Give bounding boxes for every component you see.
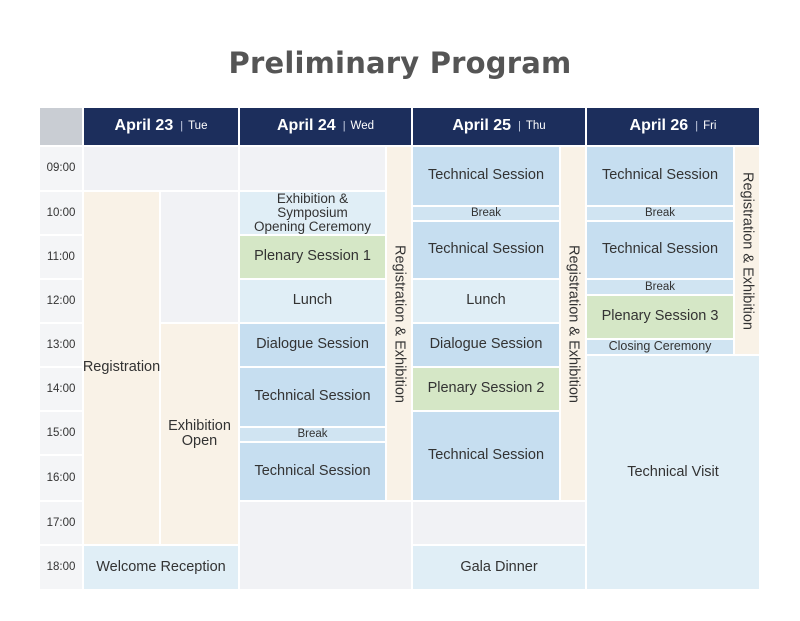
- exhibition-open-block: [161, 324, 238, 544]
- session-label-line: Exhibition & Symposium: [276, 190, 349, 220]
- technical-session-block: Technical Session: [587, 222, 733, 278]
- technical-session-block: Technical Session: [413, 147, 559, 205]
- time-label: 14:00: [40, 368, 82, 410]
- dialogue-session-block: Dialogue Session: [240, 324, 385, 366]
- lunch-block: Lunch: [240, 280, 385, 322]
- plenary-session-block: Plenary Session 3: [587, 296, 733, 338]
- registration-exhibition-block: [735, 147, 759, 354]
- vertical-label: Registration & Exhibition: [739, 171, 756, 330]
- vertical-label: Registration & Exhibition: [391, 244, 408, 403]
- break-block: Break: [587, 207, 733, 220]
- day-of-week: Wed: [350, 120, 374, 133]
- day-date: April 26: [629, 117, 689, 135]
- day-of-week: Thu: [525, 120, 546, 133]
- technical-session-block: Technical Session: [240, 368, 385, 426]
- day-of-week: Tue: [188, 120, 208, 133]
- day-separator: |: [180, 119, 184, 132]
- gala-dinner-block: Gala Dinner: [413, 546, 585, 589]
- technical-session-block: Technical Session: [240, 443, 385, 500]
- time-label: 15:00: [40, 412, 82, 454]
- dialogue-session-block: Dialogue Session: [413, 324, 559, 366]
- session-label-line: Opening Ceremony: [253, 219, 372, 235]
- time-label: 12:00: [40, 280, 82, 322]
- closing-ceremony-block: Closing Ceremony: [587, 340, 733, 354]
- empty-slot: [161, 192, 238, 322]
- time-label: 09:00: [40, 147, 82, 190]
- empty-slot: [413, 502, 585, 544]
- time-label: 13:00: [40, 324, 82, 366]
- time-label: 17:00: [40, 502, 82, 544]
- day-date: April 24: [277, 117, 336, 135]
- empty-slot: [240, 502, 411, 589]
- header-corner: [40, 108, 82, 145]
- session-label-line: Open: [181, 433, 218, 449]
- plenary-session-block: Plenary Session 2: [413, 368, 559, 410]
- time-label: 16:00: [40, 456, 82, 500]
- day-separator: |: [695, 119, 699, 132]
- break-block: Break: [587, 280, 733, 294]
- session-label-line: Exhibition: [168, 417, 231, 434]
- page-title: Preliminary Program: [228, 46, 572, 80]
- plenary-session-block: Plenary Session 1: [240, 236, 385, 278]
- day-date: April 23: [114, 117, 174, 135]
- registration-exhibition-block: [561, 147, 585, 500]
- empty-slot: [84, 147, 238, 190]
- technical-visit-block: Technical Visit: [587, 356, 759, 589]
- time-label: 18:00: [40, 546, 82, 589]
- technical-session-block: Technical Session: [413, 222, 559, 278]
- time-label: 11:00: [40, 236, 82, 278]
- day-header-apr23: [84, 108, 238, 145]
- day-header-apr25: [413, 108, 585, 145]
- day-separator: |: [518, 119, 521, 132]
- day-separator: |: [342, 119, 346, 132]
- break-block: Break: [240, 428, 385, 441]
- registration-block: Registration: [84, 192, 159, 544]
- technical-session-block: Technical Session: [587, 147, 733, 205]
- day-date: April 25: [452, 117, 511, 135]
- time-label: 10:00: [40, 192, 82, 234]
- welcome-reception-block: Welcome Reception: [84, 546, 238, 589]
- day-header-apr24: [240, 108, 411, 145]
- break-block: Break: [413, 207, 559, 220]
- lunch-block: Lunch: [413, 280, 559, 322]
- empty-slot: [240, 147, 385, 190]
- day-of-week: Fri: [703, 120, 717, 133]
- opening-ceremony-block: [240, 192, 385, 234]
- technical-session-block: Technical Session: [413, 412, 559, 500]
- registration-exhibition-block: [387, 147, 411, 500]
- day-header-apr26: [587, 108, 759, 145]
- vertical-label: Registration & Exhibition: [565, 244, 582, 403]
